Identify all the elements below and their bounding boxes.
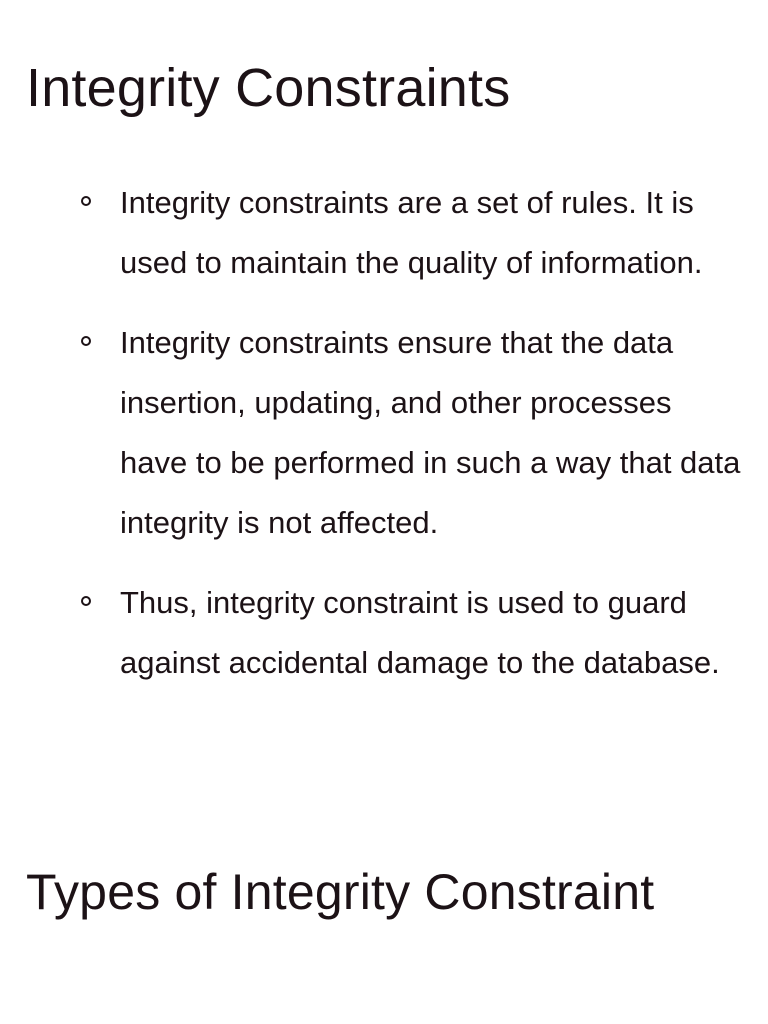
page-title: Integrity Constraints	[26, 58, 511, 118]
hollow-circle-icon	[81, 596, 91, 606]
list-item-text: Integrity constraints ensure that the data insertion, updating, and other processes have to be performed in such a way that data integrity is not affected.	[120, 325, 741, 540]
hollow-circle-icon	[81, 196, 91, 206]
section-heading: Types of Integrity Constraint	[26, 864, 655, 920]
list-item-text: Integrity constraints are a set of rules. It is used to maintain the quality of information.	[120, 185, 703, 280]
list-item	[0, 573, 768, 693]
list-item	[0, 313, 768, 553]
bullet-list	[0, 173, 768, 713]
list-item	[0, 173, 768, 293]
hollow-circle-icon	[81, 336, 91, 346]
list-item-text: Thus, integrity constraint is used to guard against accidental damage to the database.	[120, 585, 720, 680]
